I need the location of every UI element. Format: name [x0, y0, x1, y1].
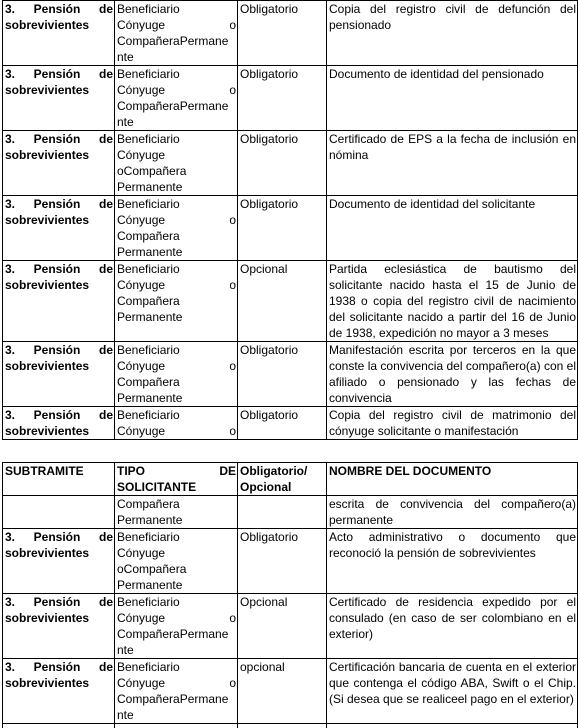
table-row: [3, 1, 578, 66]
tipo-solicitante-line: Beneficiario: [117, 408, 180, 422]
tipo-solicitante-line: Cónyuge o: [117, 359, 236, 373]
tipo-solicitante-line: Beneficiario: [117, 2, 180, 16]
subtramite-line: sobrevivientes: [5, 359, 90, 373]
tipo-solicitante-line: Permanente: [117, 245, 183, 259]
requirement-cell: Obligatorio: [238, 131, 327, 196]
header-tipo-solicitante: [115, 463, 238, 496]
tipo-solicitante-line: Beneficiario: [117, 132, 180, 146]
table-row: [3, 131, 578, 196]
subtramite-line: 3. Pensión de: [5, 67, 113, 81]
tipo-solicitante-line: Cónyuge o: [117, 83, 236, 97]
tipo-solicitante-cell: [115, 529, 238, 594]
requirement-cell: Opcional: [238, 261, 327, 342]
tipo-solicitante-line: Beneficiario: [117, 660, 180, 674]
documents-table-page-2: [2, 462, 578, 724]
subtramite-line: sobrevivientes: [5, 546, 90, 560]
tipo-solicitante-cell: [115, 496, 238, 529]
header-obligatorio-opcional: [238, 463, 327, 496]
documents-table-body: [3, 496, 578, 724]
tipo-solicitante-line: Permanente: [117, 310, 183, 324]
tipo-solicitante-line: oCompañera: [117, 562, 187, 576]
tipo-solicitante-line: Cónyuge o: [117, 676, 236, 690]
document-name-cell: Partida eclesiástica de bautismo del solicitante nacido hasta el 15 de Junio de 1938 o copia del registro civil de nacimiento del solicitante nacido a partir del 16 de Junio de 1938, expedición no mayor a 3 meses: [327, 261, 578, 342]
tipo-solicitante-cell: [115, 261, 238, 342]
tipo-solicitante-line: Cónyuge o: [117, 424, 236, 438]
subtramite-line: sobrevivientes: [5, 278, 90, 292]
tipo-solicitante-line: Beneficiario: [117, 343, 180, 357]
subtramite-line: 3. Pensión de: [5, 530, 113, 544]
subtramite-line: 3. Pensión de: [5, 132, 113, 146]
document-name-cell: Copia del registro civil de matrimonio del cónyuge solicitante o manifestación: [327, 407, 578, 440]
subtramite-cell: [3, 496, 115, 529]
table-row: [3, 659, 578, 724]
documents-table-body: [3, 1, 578, 440]
requirement-cell: Obligatorio: [238, 407, 327, 440]
header-subtramite: SUBTRAMITE: [3, 463, 115, 496]
requirement-cell: Obligatorio: [238, 1, 327, 66]
subtramite-cell: [3, 342, 115, 407]
requirement-cell: Obligatorio: [238, 196, 327, 261]
subtramite-line: sobrevivientes: [5, 148, 90, 162]
tipo-solicitante-line: Compañera: [117, 294, 180, 308]
subtramite-line: 3. Pensión de: [5, 262, 113, 276]
tipo-solicitante-line: Permanente: [117, 180, 183, 194]
document-name-cell: Documento de identidad del solicitante: [327, 196, 578, 261]
subtramite-cell: [3, 196, 115, 261]
document-name-cell: Certificado de residencia expedido por el consulado (en caso de ser colombiano en el exterior): [327, 594, 578, 659]
document-name-cell: Acto administrativo o documento que reconoció la pensión de sobrevivientes: [327, 529, 578, 594]
document-name-cell: Certificación bancaria de cuenta en el exterior que contenga el código ABA, Swift o el Chip. (Si desea que se realiceel pago en el exterior): [327, 659, 578, 724]
subtramite-cell: [3, 1, 115, 66]
tipo-solicitante-line: oCompañera: [117, 164, 187, 178]
tipo-solicitante-line: Compañera: [117, 229, 180, 243]
tipo-solicitante-cell: [115, 196, 238, 261]
tipo-solicitante-line: Cónyuge: [117, 546, 166, 560]
tipo-solicitante-line: Compañera: [117, 497, 180, 511]
tipo-solicitante-line: Cónyuge o: [117, 278, 236, 292]
subtramite-cell: [3, 594, 115, 659]
table-row: [3, 196, 578, 261]
tipo-solicitante-cell: [115, 407, 238, 440]
document-name-cell: escrita de convivencia del compañero(a) permanente: [327, 496, 578, 529]
tipo-solicitante-cell: [115, 131, 238, 196]
tipo-solicitante-cell: [115, 342, 238, 407]
subtramite-cell: [3, 529, 115, 594]
table-row: [3, 66, 578, 131]
header-tipo-word: TIPO: [117, 464, 146, 478]
tipo-solicitante-line: Beneficiario: [117, 262, 180, 276]
documents-table-page-1: [2, 0, 578, 440]
table-header-row: [3, 463, 578, 496]
requirement-cell: [238, 496, 327, 529]
subtramite-cell: [3, 659, 115, 724]
tipo-solicitante-line: Cónyuge o: [117, 213, 236, 227]
table-row: [3, 529, 578, 594]
tipo-solicitante-line: Cónyuge o: [117, 18, 236, 32]
subtramite-line: sobrevivientes: [5, 676, 90, 690]
subtramite-cell: [3, 66, 115, 131]
tipo-solicitante-cell: [115, 66, 238, 131]
document-name-cell: Documento de identidad del pensionado: [327, 66, 578, 131]
subtramite-cell: [3, 407, 115, 440]
subtramite-line: sobrevivientes: [5, 213, 90, 227]
subtramite-line: 3. Pensión de: [5, 660, 113, 674]
subtramite-line: 3. Pensión de: [5, 595, 113, 609]
tipo-solicitante-cell: [115, 1, 238, 66]
tipo-solicitante-line: Beneficiario: [117, 197, 180, 211]
tipo-solicitante-line: Permanente: [117, 391, 183, 405]
tipo-solicitante-cell: [115, 594, 238, 659]
header-de-word: DE: [219, 464, 236, 478]
subtramite-line: 3. Pensión de: [5, 343, 113, 357]
table-row: [3, 407, 578, 440]
subtramite-line: 3. Pensión de: [5, 408, 113, 422]
tipo-solicitante-line: Compañera: [117, 375, 180, 389]
subtramite-line: sobrevivientes: [5, 611, 90, 625]
tipo-solicitante-line: CompañeraPermane: [117, 627, 229, 641]
subtramite-line: sobrevivientes: [5, 83, 90, 97]
tipo-solicitante-line: Cónyuge: [117, 148, 166, 162]
header-solicitante-word: SOLICITANTE: [117, 480, 197, 494]
header-nombre-documento: NOMBRE DEL DOCUMENTO: [327, 463, 578, 496]
requirement-cell: Opcional: [238, 594, 327, 659]
tipo-solicitante-line: Cónyuge o: [117, 611, 236, 625]
tipo-solicitante-line: nte: [117, 643, 134, 657]
tipo-solicitante-line: Beneficiario: [117, 595, 180, 609]
tipo-solicitante-line: Beneficiario: [117, 67, 180, 81]
requirement-cell: opcional: [238, 659, 327, 724]
tipo-solicitante-line: Permanente: [117, 513, 183, 527]
requirement-cell: Obligatorio: [238, 529, 327, 594]
cut-off-next-row: [2, 718, 578, 728]
tipo-solicitante-line: nte: [117, 50, 134, 64]
document-name-cell: Certificado de EPS a la fecha de inclusión en nómina: [327, 131, 578, 196]
tipo-solicitante-line: nte: [117, 708, 134, 722]
tipo-solicitante-line: Beneficiario: [117, 530, 180, 544]
document-name-cell: Copia del registro civil de defunción del pensionado: [327, 1, 578, 66]
table-row: [3, 594, 578, 659]
tipo-solicitante-line: CompañeraPermane: [117, 34, 229, 48]
subtramite-cell: [3, 131, 115, 196]
tipo-solicitante-line: Permanente: [117, 578, 183, 592]
tipo-solicitante-cell: [115, 659, 238, 724]
document-name-cell: Manifestación escrita por terceros en la que conste la convivencia del compañero(a) con el afiliado o pensionado y las fechas de convivencia: [327, 342, 578, 407]
header-obligatorio-word: Obligatorio/: [240, 464, 308, 478]
subtramite-cell: [3, 261, 115, 342]
requirement-cell: Obligatorio: [238, 342, 327, 407]
table-row: [3, 261, 578, 342]
tipo-solicitante-line: CompañeraPermane: [117, 692, 229, 706]
subtramite-line: 3. Pensión de: [5, 197, 113, 211]
tipo-solicitante-line: nte: [117, 115, 134, 129]
header-opcional-word: Opcional: [240, 480, 292, 494]
tipo-solicitante-line: CompañeraPermane: [117, 99, 229, 113]
table-row: [3, 342, 578, 407]
requirement-cell: Obligatorio: [238, 66, 327, 131]
table-row: [3, 496, 578, 529]
subtramite-line: sobrevivientes: [5, 424, 90, 438]
subtramite-line: 3. Pensión de: [5, 2, 113, 16]
subtramite-line: sobrevivientes: [5, 18, 90, 32]
